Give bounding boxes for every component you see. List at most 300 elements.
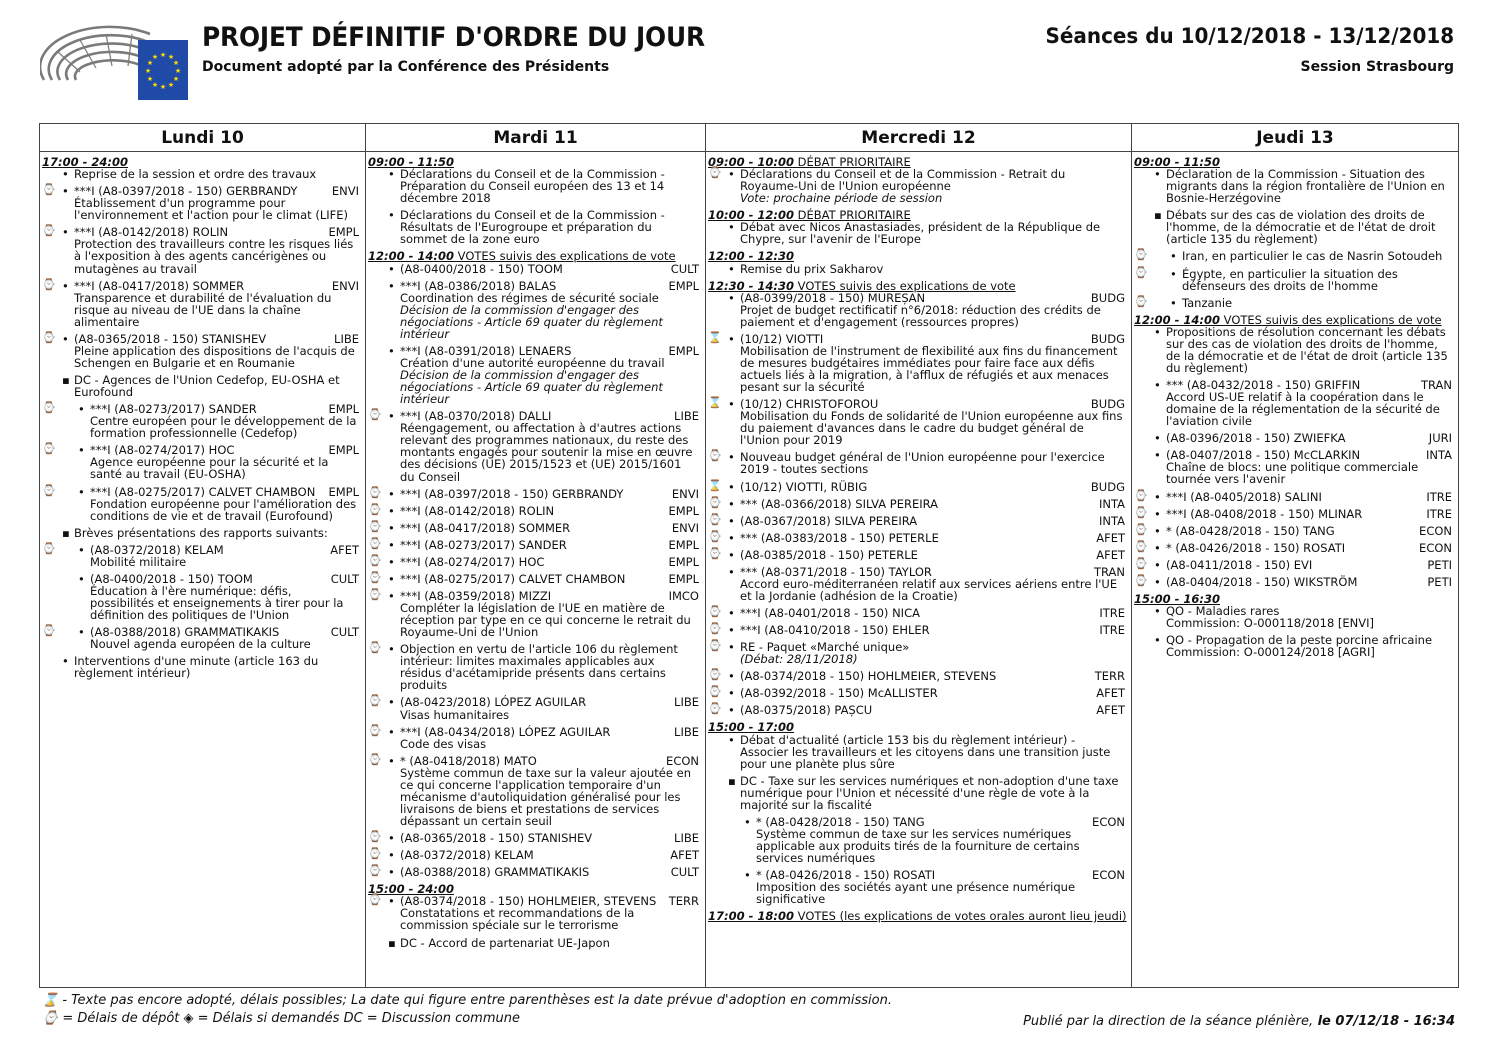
agenda-item-title: (10/12) CHRISTOFOROU xyxy=(740,397,879,412)
agenda-item-description: Création d'une autorité européenne du travail xyxy=(400,355,665,370)
committee-code: BUDG xyxy=(1090,479,1125,494)
bullet-icon: • xyxy=(388,848,395,863)
agenda-item-title-row xyxy=(740,263,1125,275)
agenda-item-title-row xyxy=(400,573,699,585)
bullet-icon: • xyxy=(1170,266,1177,281)
agenda-item xyxy=(1134,294,1456,310)
bullet-icon: • xyxy=(388,537,395,552)
clock-icon: ⌚ xyxy=(42,483,56,497)
day-column xyxy=(706,124,1132,987)
agenda-item xyxy=(42,626,363,650)
bullet-icon: • xyxy=(1154,378,1161,392)
day-body xyxy=(706,152,1131,922)
agenda-item-description: Mobilité militaire xyxy=(90,554,187,569)
agenda-item-title-row xyxy=(1166,525,1452,537)
agenda-item-description: Commission: O-000118/2018 [ENVI] xyxy=(1166,616,1375,630)
agenda-item-description: Commission: O-000124/2018 [AGRI] xyxy=(1166,645,1375,660)
agenda-item-title: (A8-0400/2018 - 150) TOOM xyxy=(90,571,253,586)
bullet-icon: • xyxy=(1154,603,1161,618)
clock-icon: ⌚ xyxy=(1134,539,1148,553)
agenda-item xyxy=(42,655,363,679)
agenda-item xyxy=(368,937,703,949)
day-header: Jeudi 13 xyxy=(1132,124,1458,152)
agenda-item-title: Débats sur des cas de violation des droits de l'homme, de la démocratie et de l'état de droit (article 135 du règlement) xyxy=(1166,208,1436,247)
agenda-item-title: ***I (A8-0410/2018 - 150) EHLER xyxy=(740,623,930,638)
agenda-item-description: Fondation européenne pour l'amélioration des conditions de vie et de travail (Eurofound) xyxy=(90,496,357,523)
bullet-icon: • xyxy=(1154,324,1161,339)
time-slot-range: 15:00 - 16:30 xyxy=(1134,591,1220,606)
agenda-item xyxy=(368,643,703,691)
page-title: PROJET DÉFINITIF D'ORDRE DU JOUR xyxy=(202,22,705,53)
agenda-item xyxy=(42,573,363,621)
committee-code: EMPL xyxy=(328,484,359,499)
clock-icon: ⌚ xyxy=(1134,488,1148,502)
bullet-icon: • xyxy=(78,402,85,417)
committee-code: ECON xyxy=(1092,814,1125,829)
agenda-item-title: ***I (A8-0401/2018 - 150) NICA xyxy=(740,606,920,620)
committee-code: ENVI xyxy=(331,278,359,293)
agenda-item-title: Brèves présentations des rapports suivants: xyxy=(74,525,328,540)
published-label: Publié par la direction de la séance plénière, xyxy=(1023,1014,1314,1029)
agenda-item-title: (A8-0372/2018) KELAM xyxy=(400,848,534,863)
time-slot-label: VOTES suivis des explications de vote xyxy=(1220,312,1442,327)
committee-code: ENVI xyxy=(671,520,699,535)
session-dates: Séances du 10/12/2018 - 13/12/2018 xyxy=(1045,24,1454,48)
agenda-item xyxy=(1134,539,1456,555)
committee-code: ECON xyxy=(1419,540,1452,555)
legend-line-2: ⌚ = Délais de dépôt ◈ = Délais si demandés DC = Discussion commune xyxy=(42,1010,520,1026)
time-slot xyxy=(368,250,703,262)
committee-code: ENVI xyxy=(331,184,359,199)
agenda-item-title: * (A8-0426/2018 - 150) ROSATI xyxy=(756,868,936,883)
hourglass-icon: ⌛ xyxy=(708,478,722,492)
day-header: Mercredi 12 xyxy=(706,124,1131,152)
agenda-item-title-row xyxy=(400,643,699,691)
agenda-item xyxy=(368,519,703,535)
agenda-item-description: Système commun de taxe sur les services numériques applicable aux produits tirés de la fourniture de certains services numériques xyxy=(756,826,1080,866)
published-note xyxy=(1023,1015,1455,1029)
committee-code: ITRE xyxy=(1099,606,1125,620)
agenda-item-title-row xyxy=(90,486,359,498)
clock-icon: ⌚ xyxy=(708,529,722,543)
bullet-icon: ▪ xyxy=(1154,208,1162,223)
agenda-item xyxy=(708,495,1129,511)
agenda-item-title-row xyxy=(740,515,1125,527)
agenda-item-title-row xyxy=(1166,491,1452,503)
svg-text:★: ★ xyxy=(146,59,154,67)
clock-icon: ⌚ xyxy=(42,224,56,238)
clock-icon: ⌚ xyxy=(368,408,382,422)
committee-code: EMPL xyxy=(328,225,359,240)
agenda-item xyxy=(1134,326,1456,374)
page-subtitle: Document adopté par la Conférence des Présidents xyxy=(202,59,610,75)
agenda-item-title: ***I (A8-0275/2017) CALVET CHAMBON xyxy=(90,484,316,499)
committee-code: BUDG xyxy=(1090,331,1125,346)
agenda-item xyxy=(368,168,703,204)
clock-icon: ⌚ xyxy=(42,624,56,638)
svg-text:★: ★ xyxy=(151,53,159,61)
agenda-item xyxy=(368,866,703,878)
bullet-icon: • xyxy=(62,167,69,182)
agenda-item-description: Visas humanitaires xyxy=(400,707,510,722)
agenda-item-title-row xyxy=(740,498,1125,510)
agenda-item-title-row xyxy=(740,549,1125,561)
bullet-icon: • xyxy=(728,547,735,562)
clock-icon: ⌚ xyxy=(1134,248,1148,262)
agenda-item-title-row xyxy=(90,544,359,556)
agenda-item-title: (A8-0365/2018 - 150) STANISHEV xyxy=(74,331,267,346)
agenda-item-title-row xyxy=(400,280,699,292)
agenda-item xyxy=(368,263,703,275)
day-column xyxy=(40,124,366,987)
clock-icon: ⌚ xyxy=(368,553,382,567)
agenda-item-title: * (A8-0428/2018 - 150) TANG xyxy=(756,814,925,829)
bullet-icon: • xyxy=(388,261,395,276)
clock-icon: ⌚ xyxy=(1134,294,1148,308)
agenda-item-title: (A8-0396/2018 - 150) ZWIEFKA xyxy=(1166,431,1346,446)
agenda-item xyxy=(1134,250,1456,262)
bullet-icon: • xyxy=(728,640,735,655)
agenda-item xyxy=(42,185,363,221)
time-slot-range: 12:00 - 14:00 xyxy=(368,249,454,264)
day-body xyxy=(1132,152,1458,658)
clock-icon: ⌚ xyxy=(1134,556,1148,570)
agenda-item xyxy=(1134,605,1456,629)
agenda-item-title: (A8-0365/2018 - 150) STANISHEV xyxy=(400,831,593,846)
bullet-icon: • xyxy=(744,814,751,829)
bullet-icon: • xyxy=(388,208,395,223)
committee-code: ENVI xyxy=(671,486,699,501)
agenda-item xyxy=(1134,573,1456,589)
agenda-item xyxy=(708,546,1129,562)
bullet-icon: • xyxy=(388,486,395,501)
agenda-item xyxy=(42,403,363,439)
time-slot-range: 17:00 - 24:00 xyxy=(42,155,128,169)
agenda-item-description: Projet de budget rectificatif n°6/2018: réduction des crédits de paiement et d'engagement (ressources propres) xyxy=(740,302,1101,329)
bullet-icon: • xyxy=(388,894,395,909)
svg-text:★: ★ xyxy=(159,83,167,91)
agenda-item-title-row xyxy=(1166,542,1452,554)
bullet-icon: • xyxy=(1154,557,1161,572)
agenda-item-title: ***I (A8-0370/2018) DALLI xyxy=(400,409,552,424)
agenda-item xyxy=(708,330,1129,395)
agenda-item-title: ***I (A8-0273/2017) SANDER xyxy=(400,537,567,552)
agenda-item-note: Vote: prochaine période de session xyxy=(740,191,943,206)
agenda-item-title-row xyxy=(400,866,699,878)
agenda-item xyxy=(1134,168,1456,204)
agenda-item-title-row xyxy=(740,292,1125,304)
bullet-icon: • xyxy=(78,443,85,458)
agenda-item xyxy=(368,209,703,245)
committee-code: AFET xyxy=(1096,686,1125,701)
agenda-item-description: Système commun de taxe sur la valeur ajoutée en ce qui concerne l'application temporaire d'un mécanisme d'autoliquidation généralisé pour les livraisons de biens et prestations de services dépassant un certain seuil xyxy=(400,765,691,828)
agenda-item-title-row xyxy=(74,168,359,180)
agenda-item-description: Mobilisation du Fonds de solidarité de l'Union européenne aux fins du paiement d'avances dans le cadre du budget général de l'Union pour 2019 xyxy=(740,409,1123,448)
agenda-item xyxy=(368,849,703,861)
agenda-item-title-row xyxy=(74,527,359,539)
bullet-icon: • xyxy=(1154,523,1161,538)
bullet-icon: • xyxy=(1154,167,1161,182)
committee-code: AFET xyxy=(1096,547,1125,562)
agenda-item-title-row xyxy=(740,221,1125,245)
agenda-item-title: ***I (A8-0405/2018) SALINI xyxy=(1166,489,1322,504)
time-slot-label: VOTES suivis des explications de vote xyxy=(794,278,1016,293)
agenda-item-description: Transparence et durabilité de l'évaluation du risque au niveau de l'UE dans la chaîne alimentaire xyxy=(74,290,332,329)
bullet-icon: • xyxy=(388,753,395,768)
agenda-item xyxy=(42,541,363,569)
agenda-item-title-row xyxy=(400,849,699,861)
agenda-item-title: ***I (A8-0397/2018 - 150) GERBRANDY xyxy=(400,486,624,501)
agenda-item-title: (A8-0374/2018 - 150) HOHLMEIER, STEVENS xyxy=(740,669,997,684)
legend xyxy=(42,992,892,1027)
bullet-icon: ▪ xyxy=(728,773,736,788)
agenda-item xyxy=(708,607,1129,619)
time-slot-label: DÉBAT PRIORITAIRE xyxy=(794,155,911,169)
parliament-logo xyxy=(40,22,190,100)
bullet-icon: • xyxy=(62,331,69,346)
bullet-icon: • xyxy=(1154,574,1161,589)
agenda-item-title: ***I (A8-0386/2018) BALAS xyxy=(400,278,557,293)
clock-icon: ⌚ xyxy=(708,702,722,716)
committee-code: LIBE xyxy=(674,724,699,739)
svg-text:★: ★ xyxy=(167,81,175,89)
agenda-item-title: Débat d'actualité (article 153 bis du règlement intérieur) - Associer les travailleurs et les citoyens dans une transition juste pour une planète plus sûre xyxy=(740,732,1111,771)
clock-icon: ⌚ xyxy=(368,847,382,861)
agenda-item-title: Propositions de résolution concernant les débats sur des cas de violation des droits de l'homme, de la démocratie et de l'état de droit (article 135 du règlement) xyxy=(1166,324,1448,375)
agenda-item-note: (Débat: 28/11/2018) xyxy=(740,652,858,667)
agenda-item xyxy=(368,696,703,720)
agenda-item-title: *** (A8-0371/2018 - 150) TAYLOR xyxy=(740,564,932,579)
agenda-item xyxy=(42,330,363,370)
agenda-item-title: Objection en vertu de l'article 106 du règlement intérieur: limites maximales applicables aux résidus d'acétamipride présents dans certains produits xyxy=(400,642,678,693)
committee-code: EMPL xyxy=(328,402,359,417)
agenda-item-title: ***I (A8-0417/2018) SOMMER xyxy=(400,520,571,535)
committee-code: BUDG xyxy=(1090,397,1125,412)
agenda-item-title-row xyxy=(400,696,699,708)
agenda-item xyxy=(1134,505,1456,521)
agenda-item-title-row xyxy=(400,209,699,245)
bullet-icon: • xyxy=(1170,249,1177,264)
time-slot-label: VOTES suivis des explications de vote xyxy=(454,249,676,264)
bullet-icon: • xyxy=(1154,540,1161,555)
clock-icon: ⌚ xyxy=(368,485,382,499)
clock-icon: ⌚ xyxy=(1134,265,1148,279)
agenda-item-title: Égypte, en particulier la situation des défenseurs des droits de l'homme xyxy=(1182,266,1398,293)
agenda-item-description: Établissement d'un programme pour l'environnement et l'action pour le climat (LIFE) xyxy=(74,196,348,223)
agenda-item-title: *** (A8-0383/2018 - 150) PETERLE xyxy=(740,530,939,545)
agenda-item-description: Chaîne de blocs: une politique commerciale tournée vers l'avenir xyxy=(1166,460,1419,487)
agenda-item-description: Mobilisation de l'instrument de flexibilité aux fins du financement de mesures budgétaires immédiates pour faire face aux défis actuels liés à la migration, à l'afflux de réfugiés et aux menaces pesant sur la sécurité xyxy=(740,343,1118,395)
agenda-item-title: ***I (A8-0273/2017) SANDER xyxy=(90,402,257,417)
bullet-icon: • xyxy=(388,865,395,880)
agenda-item-title: Iran, en particulier le cas de Nasrin Sotoudeh xyxy=(1182,249,1443,264)
agenda-item-title-row xyxy=(740,624,1125,636)
bullet-icon: • xyxy=(728,606,735,620)
committee-code: IMCO xyxy=(668,588,699,603)
agenda-table xyxy=(39,123,1459,988)
agenda-item-title-row xyxy=(740,687,1125,699)
clock-icon: ⌚ xyxy=(368,536,382,550)
agenda-item-description: Protection des travailleurs contre les risques liés à l'exposition à des agents cancérigènes ou mutagènes au travail xyxy=(74,237,354,276)
agenda-item xyxy=(708,624,1129,636)
bullet-icon: • xyxy=(388,695,395,710)
committee-code: JURI xyxy=(1428,431,1452,446)
agenda-item xyxy=(1134,379,1456,427)
committee-code: AFET xyxy=(1096,703,1125,718)
agenda-item-title-row xyxy=(740,168,1125,192)
committee-code: EMPL xyxy=(668,503,699,518)
bullet-icon: • xyxy=(728,686,735,701)
bullet-icon: • xyxy=(388,503,395,518)
committee-code: AFET xyxy=(670,848,699,863)
agenda-item-title: * (A8-0428/2018 - 150) TANG xyxy=(1166,523,1335,538)
bullet-icon: • xyxy=(78,625,85,640)
agenda-item-title: RE - Paquet «Marché unique» xyxy=(740,640,910,655)
committee-code: TRAN xyxy=(1420,378,1452,392)
agenda-item-title-row xyxy=(740,607,1125,619)
clock-icon: ⌚ xyxy=(42,183,56,197)
committee-code: LIBE xyxy=(334,331,359,346)
agenda-item-title: (A8-0404/2018 - 150) WIKSTRÖM xyxy=(1166,574,1358,589)
agenda-item-title: DC - Taxe sur les services numériques et non-adoption d'une taxe numérique pour l'Union et nécessité d'une règle de vote à la majorité sur la fiscalité xyxy=(740,773,1119,812)
agenda-item-title: ***I (A8-0142/2018) ROLIN xyxy=(400,503,555,518)
time-slot-range: 09:00 - 11:50 xyxy=(1134,155,1220,169)
agenda-item xyxy=(42,277,363,329)
committee-code: TRAN xyxy=(1093,564,1125,579)
agenda-item-title: (A8-0372/2018) KELAM xyxy=(90,542,224,557)
agenda-item-title-row xyxy=(400,522,699,534)
clock-icon: ⌚ xyxy=(708,622,722,636)
agenda-item xyxy=(708,670,1129,682)
agenda-item-title: (A8-0374/2018 - 150) HOHLMEIER, STEVENS xyxy=(400,894,657,909)
clock-icon: ⌚ xyxy=(42,330,56,344)
agenda-item-title-row xyxy=(400,488,699,500)
agenda-item-title: (A8-0407/2018 - 150) McCLARKIN xyxy=(1166,448,1361,463)
bullet-icon: • xyxy=(728,331,735,346)
agenda-item-title-row xyxy=(74,280,359,292)
clock-icon: ⌚ xyxy=(708,546,722,560)
agenda-item-title-row xyxy=(400,263,699,275)
bullet-icon: • xyxy=(388,520,395,535)
committee-code: PETI xyxy=(1427,557,1452,572)
bullet-icon: • xyxy=(1170,295,1177,310)
agenda-item-description: Agence européenne pour la sécurité et la santé au travail (EU-OSHA) xyxy=(90,455,329,482)
agenda-item-title-row xyxy=(740,734,1125,770)
agenda-item-title: ***I (A8-0408/2018 - 150) MLINAR xyxy=(1166,506,1363,521)
bullet-icon: • xyxy=(728,513,735,528)
bullet-icon: ▪ xyxy=(62,373,70,387)
time-slot xyxy=(708,910,1129,922)
committee-code: EMPL xyxy=(668,343,699,358)
agenda-item xyxy=(708,641,1129,665)
bullet-icon: • xyxy=(62,654,69,669)
agenda-item xyxy=(42,483,363,523)
time-slot-range: 10:00 - 12:00 xyxy=(708,208,794,223)
bullet-icon: • xyxy=(388,571,395,586)
agenda-item-title-row xyxy=(740,451,1125,475)
agenda-item xyxy=(708,816,1129,864)
time-slot-range: 17:00 - 18:00 xyxy=(708,909,794,924)
bullet-icon: • xyxy=(1154,506,1161,521)
agenda-item-title-row xyxy=(740,532,1125,544)
bullet-icon: • xyxy=(728,669,735,684)
bullet-icon: • xyxy=(78,571,85,586)
committee-code: EMPL xyxy=(668,554,699,569)
agenda-item xyxy=(42,374,363,398)
committee-code: LIBE xyxy=(674,695,699,710)
committee-code: EMPL xyxy=(668,278,699,293)
agenda-item-title: Reprise de la session et ordre des travaux xyxy=(74,167,317,182)
clock-icon: ⌚ xyxy=(42,401,56,415)
agenda-item-title-row xyxy=(740,775,1125,811)
clock-icon: ⌚ xyxy=(708,605,722,618)
agenda-item xyxy=(708,734,1129,770)
bullet-icon: • xyxy=(78,484,85,499)
agenda-item-title: (A8-0388/2018) GRAMMATIKAKIS xyxy=(90,625,280,640)
agenda-item-description: Pleine application des dispositions de l'acquis de Schengen en Bulgarie et en Roumanie xyxy=(74,343,355,370)
agenda-item-title-row xyxy=(400,556,699,568)
time-slot-range: 09:00 - 10:00 xyxy=(708,155,794,169)
agenda-item-title-row xyxy=(400,755,699,767)
clock-icon: ⌚ xyxy=(368,694,382,708)
agenda-item-description: Centre européen pour le développement de la formation professionnelle (Cedefop) xyxy=(90,414,357,441)
clock-icon: ⌚ xyxy=(1134,505,1148,519)
time-slot-range: 15:00 - 24:00 xyxy=(368,882,454,897)
bullet-icon: • xyxy=(62,225,69,240)
bullet-icon: • xyxy=(728,261,735,276)
committee-code: CULT xyxy=(670,261,699,276)
agenda-item xyxy=(368,485,703,501)
agenda-item xyxy=(708,263,1129,275)
committee-code: EMPL xyxy=(668,537,699,552)
svg-text:★: ★ xyxy=(167,53,175,61)
published-date: le 07/12/18 - 16:34 xyxy=(1313,1014,1455,1029)
agenda-item-title: ***I (A8-0359/2018) MIZZI xyxy=(400,588,552,603)
day-column xyxy=(1132,124,1458,987)
clock-icon: ⌚ xyxy=(368,570,382,584)
agenda-item-title: QO - Maladies rares xyxy=(1166,603,1280,618)
agenda-item-description: Accord US-UE relatif à la coopération dans le domaine de la réglementation de la sécurité de l'aviation civile xyxy=(1166,390,1440,429)
agenda-item-title: (A8-0385/2018 - 150) PETERLE xyxy=(740,547,918,562)
committee-code: TERR xyxy=(668,894,699,909)
bullet-icon: • xyxy=(1154,489,1161,504)
agenda-item-title: (A8-0411/2018 - 150) EVI xyxy=(1166,557,1313,572)
agenda-item xyxy=(368,536,703,552)
agenda-item-title-row xyxy=(740,481,1125,493)
time-slot-range: 12:00 - 14:00 xyxy=(1134,312,1220,327)
hourglass-icon: ⌛ xyxy=(708,330,722,344)
clock-icon: ⌚ xyxy=(708,668,722,682)
clock-icon: ⌚ xyxy=(708,512,722,526)
agenda-item-title: Déclarations du Conseil et de la Commission - Résultats de l'Eurogroupe et préparation du sommet de la zone euro xyxy=(400,208,665,247)
svg-text:★: ★ xyxy=(159,51,167,59)
agenda-item xyxy=(42,168,363,180)
bullet-icon: • xyxy=(728,450,735,465)
agenda-item-title-row xyxy=(1182,250,1452,262)
svg-text:★: ★ xyxy=(146,75,154,83)
agenda-item xyxy=(368,410,703,482)
bullet-icon: • xyxy=(78,542,85,557)
agenda-item-title: (A8-0375/2018) PAȘCU xyxy=(740,703,873,718)
agenda-item xyxy=(708,869,1129,905)
time-slot-label: VOTES (les explications de votes orales auront lieu jeudi) xyxy=(794,909,1127,924)
agenda-item-note: Décision de la commission d'engager des négociations - Article 69 quater du règlement intérieur xyxy=(400,368,663,407)
bullet-icon: • xyxy=(388,278,395,293)
committee-code: LIBE xyxy=(674,409,699,424)
time-slot-range: 12:00 - 12:30 xyxy=(708,249,794,264)
bullet-icon: • xyxy=(388,588,395,603)
agenda-item xyxy=(708,529,1129,545)
